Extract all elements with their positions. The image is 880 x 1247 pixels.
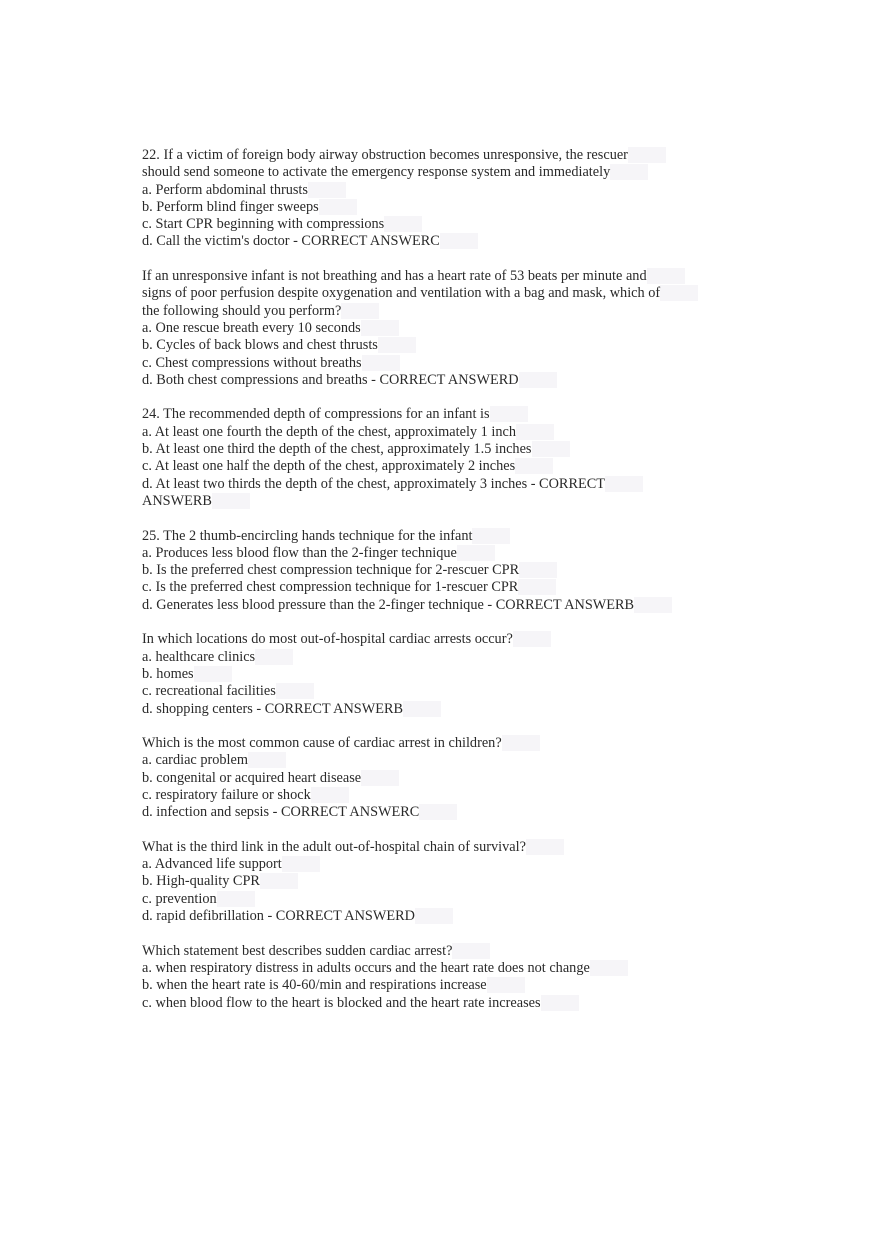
line-text: c. Is the preferred chest compression technique for 1-rescuer CPR <box>142 579 556 595</box>
line-text: a. Advanced life support <box>142 856 320 872</box>
question-stem <box>142 528 752 545</box>
line-text: b. when the heart rate is 40-60/min and respirations increase <box>142 977 525 993</box>
question-text-line <box>142 441 752 458</box>
question-stem <box>142 406 752 423</box>
line-text: b. At least one third the depth of the chest, approximately 1.5 inches <box>142 441 570 457</box>
line-text: c. Chest compressions without breaths <box>142 355 400 371</box>
line-text: b. congenital or acquired heart disease <box>142 770 399 786</box>
line-text: What is the third link in the adult out-of-hospital chain of survival? <box>142 839 564 855</box>
line-text: d. rapid defibrillation - CORRECT ANSWERD <box>142 908 453 924</box>
line-text: a. Produces less blood flow than the 2-finger technique <box>142 545 495 561</box>
question-text-line <box>142 355 752 372</box>
question-text-line <box>142 320 752 337</box>
question-text-line <box>142 873 752 890</box>
question-text-line <box>142 545 752 562</box>
question-text-line <box>142 995 752 1012</box>
question-text-line <box>142 856 752 873</box>
line-text: c. At least one half the depth of the chest, approximately 2 inches <box>142 458 553 474</box>
question-block <box>142 631 752 717</box>
line-text: 24. The recommended depth of compressions for an infant is <box>142 406 528 422</box>
line-text: c. Start CPR beginning with compressions <box>142 216 422 232</box>
line-text: the following should you perform? <box>142 303 379 319</box>
line-text: d. shopping centers - CORRECT ANSWERB <box>142 701 441 717</box>
question-text-line <box>142 285 752 302</box>
line-text: a. cardiac problem <box>142 752 286 768</box>
line-text: If an unresponsive infant is not breathing and has a heart rate of 53 beats per minute and <box>142 268 685 284</box>
line-text: a. At least one fourth the depth of the chest, approximately 1 inch <box>142 424 554 440</box>
line-text: 22. If a victim of foreign body airway obstruction becomes unresponsive, the rescuer <box>142 147 666 163</box>
line-text: d. infection and sepsis - CORRECT ANSWERC <box>142 804 457 820</box>
question-list <box>142 147 752 1029</box>
question-block <box>142 735 752 821</box>
question-text-line <box>142 182 752 199</box>
question-text-line <box>142 424 752 441</box>
line-text: Which is the most common cause of cardiac arrest in children? <box>142 735 540 751</box>
question-text-line <box>142 770 752 787</box>
line-text: c. prevention <box>142 891 255 907</box>
question-text-line <box>142 804 752 821</box>
line-text: d. Call the victim's doctor - CORRECT ANSWERC <box>142 233 478 249</box>
line-text: In which locations do most out-of-hospital cardiac arrests occur? <box>142 631 551 647</box>
question-text-line <box>142 960 752 977</box>
line-text: d. At least two thirds the depth of the chest, approximately 3 inches - CORRECT <box>142 476 643 492</box>
line-text: b. Perform blind finger sweeps <box>142 199 357 215</box>
line-text: a. healthcare clinics <box>142 649 293 665</box>
question-text-line <box>142 891 752 908</box>
question-stem <box>142 631 752 648</box>
question-text-line <box>142 752 752 769</box>
question-text-line <box>142 597 752 614</box>
question-text-line <box>142 908 752 925</box>
question-text-line <box>142 579 752 596</box>
question-text-line <box>142 787 752 804</box>
line-text: a. Perform abdominal thrusts <box>142 182 346 198</box>
question-stem <box>142 943 752 960</box>
line-text: b. High-quality CPR <box>142 873 298 889</box>
line-text: 25. The 2 thumb-encircling hands technique for the infant <box>142 528 510 544</box>
question-block <box>142 147 752 251</box>
question-text-line <box>142 164 752 181</box>
question-stem <box>142 839 752 856</box>
question-text-line <box>142 476 752 493</box>
line-text: c. recreational facilities <box>142 683 314 699</box>
line-text: b. Cycles of back blows and chest thrusts <box>142 337 416 353</box>
line-text: d. Generates less blood pressure than the 2-finger technique - CORRECT ANSWERB <box>142 597 672 613</box>
question-text-line <box>142 303 752 320</box>
question-text-line <box>142 458 752 475</box>
line-text: a. when respiratory distress in adults occurs and the heart rate does not change <box>142 960 628 976</box>
line-text: Which statement best describes sudden cardiac arrest? <box>142 943 490 959</box>
question-text-line <box>142 337 752 354</box>
question-block <box>142 528 752 614</box>
line-text: c. when blood flow to the heart is blocked and the heart rate increases <box>142 995 579 1011</box>
line-text: b. Is the preferred chest compression technique for 2-rescuer CPR <box>142 562 557 578</box>
question-text-line <box>142 493 752 510</box>
line-text: should send someone to activate the emergency response system and immediately <box>142 164 648 180</box>
question-text-line <box>142 666 752 683</box>
line-text: b. homes <box>142 666 232 682</box>
question-text-line <box>142 977 752 994</box>
question-text-line <box>142 683 752 700</box>
question-text-line <box>142 562 752 579</box>
question-stem <box>142 147 752 164</box>
question-block <box>142 406 752 510</box>
line-text: signs of poor perfusion despite oxygenation and ventilation with a bag and mask, which of <box>142 285 698 301</box>
question-text-line <box>142 216 752 233</box>
question-text-line <box>142 372 752 389</box>
line-text: c. respiratory failure or shock <box>142 787 349 803</box>
question-text-line <box>142 199 752 216</box>
question-text-line <box>142 701 752 718</box>
question-text-line <box>142 233 752 250</box>
question-stem <box>142 735 752 752</box>
question-block <box>142 268 752 389</box>
line-text: d. Both chest compressions and breaths - CORRECT ANSWERD <box>142 372 557 388</box>
question-block <box>142 839 752 925</box>
question-block <box>142 943 752 1012</box>
question-stem <box>142 268 752 285</box>
question-text-line <box>142 649 752 666</box>
line-text: a. One rescue breath every 10 seconds <box>142 320 399 336</box>
line-text: ANSWERB <box>142 493 250 509</box>
